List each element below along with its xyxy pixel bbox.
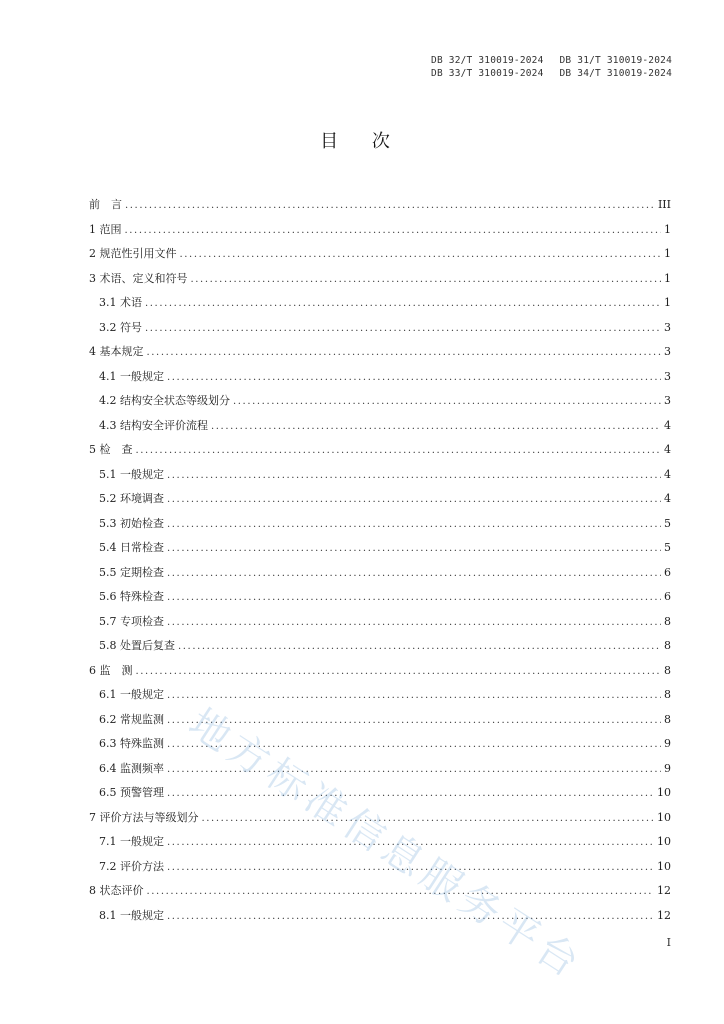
toc-entry-label: 6.5 预警管理 xyxy=(99,786,164,799)
toc-entry[interactable] xyxy=(89,711,671,736)
toc-entry-label: 5.8 处置后复查 xyxy=(99,639,175,652)
toc-entry[interactable] xyxy=(89,858,671,883)
toc-leader-dots xyxy=(167,519,661,530)
toc-entry-page: 8 xyxy=(664,712,671,726)
document-codes xyxy=(431,54,672,80)
toc-leader-dots xyxy=(125,200,655,211)
toc-entry-label: 5.7 专项检查 xyxy=(99,614,164,628)
toc-entry-page: 10 xyxy=(657,835,671,848)
toc-entry-page: 1 xyxy=(664,271,671,285)
toc-entry-page: 4 xyxy=(664,492,671,505)
toc-leader-dots xyxy=(167,911,654,922)
watermark: 地方标准信息服务平台 xyxy=(180,700,592,990)
toc-leader-dots xyxy=(167,470,661,481)
toc-entry-label: 1 范围 xyxy=(89,222,122,236)
toc-leader-dots xyxy=(145,298,661,309)
toc-entry-page: 3 xyxy=(664,345,671,358)
toc-leader-dots xyxy=(180,249,662,260)
standard-code: DB 32/T 310019-2024 xyxy=(431,55,544,66)
toc-entry[interactable] xyxy=(89,490,671,515)
toc-entry[interactable] xyxy=(89,417,671,442)
toc-entry-page: III xyxy=(657,198,671,211)
toc-entry[interactable] xyxy=(89,907,671,932)
toc-entry-label: 4.2 结构安全状态等级划分 xyxy=(99,394,230,407)
toc-leader-dots xyxy=(178,641,661,652)
toc-entry[interactable] xyxy=(89,564,671,589)
toc-leader-dots xyxy=(167,715,661,726)
toc-entry-label: 5.6 特殊检查 xyxy=(99,590,164,603)
toc-entry[interactable] xyxy=(89,196,671,221)
toc-entry[interactable] xyxy=(89,319,671,344)
page-number: I xyxy=(666,936,671,949)
toc-entry-label: 3 术语、定义和符号 xyxy=(89,271,188,285)
toc-leader-dots xyxy=(147,886,655,897)
toc-entry-page: 10 xyxy=(657,859,671,873)
toc-leader-dots xyxy=(167,543,661,554)
toc-entry[interactable] xyxy=(89,809,671,834)
toc-entry-label: 4.1 一般规定 xyxy=(99,369,164,383)
toc-entry-label: 8.1 一般规定 xyxy=(99,908,164,922)
toc-entry-page: 6 xyxy=(664,565,671,579)
toc-entry[interactable] xyxy=(89,760,671,785)
toc-entry[interactable] xyxy=(89,784,671,809)
toc-entry-page: 8 xyxy=(664,639,671,652)
toc-leader-dots xyxy=(167,788,654,799)
toc-leader-dots xyxy=(167,862,654,873)
toc-entry[interactable] xyxy=(89,735,671,760)
toc-leader-dots xyxy=(147,347,662,358)
toc-leader-dots xyxy=(136,445,662,456)
toc-leader-dots xyxy=(167,592,661,603)
toc-entry-label: 5.4 日常检查 xyxy=(99,541,164,554)
toc-entry[interactable] xyxy=(89,343,671,368)
toc-entry[interactable] xyxy=(89,245,671,270)
toc-entry-page: 4 xyxy=(664,467,671,481)
toc-entry-label: 6.3 特殊监测 xyxy=(99,737,164,750)
toc-entry[interactable] xyxy=(89,270,671,295)
toc-entry-page: 8 xyxy=(664,688,671,701)
toc-leader-dots xyxy=(145,323,661,334)
toc-leader-dots xyxy=(202,813,655,824)
toc-entry-page: 3 xyxy=(664,394,671,407)
toc-entry-page: 9 xyxy=(664,761,671,775)
toc-entry[interactable] xyxy=(89,441,671,466)
document-codes-row-2 xyxy=(431,67,672,80)
toc-entry-label: 6.4 监测频率 xyxy=(99,761,164,775)
standard-code: DB 34/T 310019-2024 xyxy=(559,68,672,79)
toc-leader-dots xyxy=(125,225,662,236)
toc-entry-label: 6.2 常规监测 xyxy=(99,712,164,726)
toc-entry[interactable] xyxy=(89,515,671,540)
toc-entry-label: 2 规范性引用文件 xyxy=(89,247,177,260)
toc-leader-dots xyxy=(167,837,654,848)
toc-entry[interactable] xyxy=(89,539,671,564)
toc-leader-dots xyxy=(136,666,662,677)
toc-entry-page: 12 xyxy=(657,884,671,897)
toc-entry-label: 前 言 xyxy=(89,198,122,211)
toc-entry[interactable] xyxy=(89,833,671,858)
toc-entry-page: 4 xyxy=(664,418,671,432)
toc-entry-label: 7.2 评价方法 xyxy=(99,859,164,873)
standard-code: DB 31/T 310019-2024 xyxy=(559,55,672,66)
toc-leader-dots xyxy=(167,372,661,383)
toc-entry-page: 1 xyxy=(664,222,671,236)
toc-entry-page: 1 xyxy=(664,296,671,309)
toc-entry-label: 6.1 一般规定 xyxy=(99,688,164,701)
toc-entry-label: 6 监 测 xyxy=(89,663,133,677)
toc-entry-page: 12 xyxy=(657,908,671,922)
toc-entry-label: 4.3 结构安全评价流程 xyxy=(99,418,208,432)
toc-entry-label: 7.1 一般规定 xyxy=(99,835,164,848)
toc-entry-page: 5 xyxy=(664,516,671,530)
toc-entry[interactable] xyxy=(89,294,671,319)
toc-entry-label: 5.5 定期检查 xyxy=(99,565,164,579)
toc-entry[interactable] xyxy=(89,662,671,687)
toc-entry-label: 7 评价方法与等级划分 xyxy=(89,810,199,824)
toc-entry[interactable] xyxy=(89,392,671,417)
toc-entry-page: 5 xyxy=(664,541,671,554)
table-of-contents xyxy=(89,196,671,931)
toc-entry-page: 4 xyxy=(664,443,671,456)
toc-entry[interactable] xyxy=(89,613,671,638)
toc-entry-label: 4 基本规定 xyxy=(89,345,144,358)
toc-entry-page: 1 xyxy=(664,247,671,260)
toc-entry[interactable] xyxy=(89,588,671,613)
toc-entry-page: 8 xyxy=(664,663,671,677)
toc-entry-page: 10 xyxy=(657,810,671,824)
toc-entry[interactable] xyxy=(89,686,671,711)
toc-entry-page: 9 xyxy=(664,737,671,750)
toc-entry[interactable] xyxy=(89,882,671,907)
toc-leader-dots xyxy=(167,494,661,505)
toc-entry-page: 3 xyxy=(664,320,671,334)
toc-entry-label: 5.3 初始检查 xyxy=(99,516,164,530)
toc-entry-page: 3 xyxy=(664,369,671,383)
toc-leader-dots xyxy=(191,274,662,285)
toc-entry-label: 3.1 术语 xyxy=(99,296,142,309)
toc-leader-dots xyxy=(233,396,661,407)
toc-entry-page: 10 xyxy=(657,786,671,799)
toc-entry-label: 3.2 符号 xyxy=(99,320,142,334)
toc-entry-page: 8 xyxy=(664,614,671,628)
toc-leader-dots xyxy=(167,690,661,701)
toc-leader-dots xyxy=(211,421,661,432)
toc-entry[interactable] xyxy=(89,221,671,246)
toc-entry-page: 6 xyxy=(664,590,671,603)
toc-entry-label: 5 检 查 xyxy=(89,443,133,456)
toc-leader-dots xyxy=(167,739,661,750)
toc-leader-dots xyxy=(167,568,661,579)
toc-entry[interactable] xyxy=(89,637,671,662)
toc-entry-label: 8 状态评价 xyxy=(89,884,144,897)
toc-leader-dots xyxy=(167,764,661,775)
document-codes-row-1 xyxy=(431,54,672,67)
toc-entry[interactable] xyxy=(89,466,671,491)
toc-leader-dots xyxy=(167,617,661,628)
page-title: 目 次 xyxy=(320,131,404,152)
standard-code: DB 33/T 310019-2024 xyxy=(431,68,544,79)
toc-entry-label: 5.1 一般规定 xyxy=(99,467,164,481)
toc-entry-label: 5.2 环境调查 xyxy=(99,492,164,505)
toc-entry[interactable] xyxy=(89,368,671,393)
